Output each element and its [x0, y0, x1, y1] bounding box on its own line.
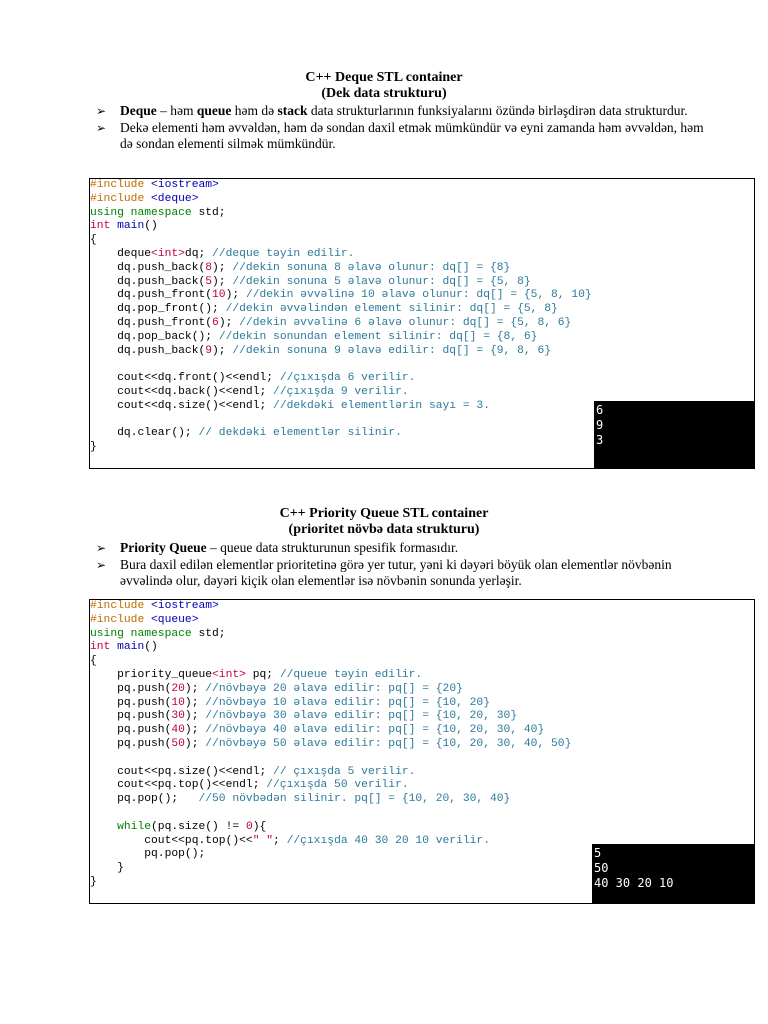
- code-token: dq.push_back(: [90, 344, 206, 357]
- code-line: [90, 400, 592, 414]
- code-token: <iostream>: [151, 179, 219, 191]
- bullet-text: həm də: [231, 103, 278, 118]
- code-token: 0: [245, 820, 253, 833]
- code-token: {: [90, 655, 97, 668]
- section1-code-box: [89, 178, 755, 469]
- code-token: 5: [205, 275, 213, 288]
- section2-code: [90, 600, 571, 890]
- code-token: //dekin sonundan element silinir: dq[] = {8, 6}: [218, 330, 538, 343]
- bullet-text: Bura daxil edilən elementlər prioritetinə görə yer tutur, yəni ki dəyəri böyük olan elementlər növbənin əvvəlində olur, dəyəri kiçik olan elementlər isə növbənin sonunda yerləşir.: [120, 556, 672, 588]
- code-line: [90, 303, 592, 317]
- section1-title: C++ Deque STL container: [305, 70, 463, 85]
- bullet-text: – queue data strukturunun spesifik formasıdır.: [206, 540, 459, 555]
- bullet-text: Deque: [120, 103, 157, 118]
- section1-console-output: [594, 401, 754, 468]
- code-token: main: [117, 641, 145, 654]
- code-token: ;: [273, 834, 287, 847]
- code-token: //deque təyin edilir.: [212, 247, 355, 260]
- code-token: dq.push_back(: [90, 275, 206, 288]
- code-token: // çıxışda 5 verilir.: [273, 765, 416, 778]
- code-line: [90, 683, 571, 697]
- console-line: 6: [596, 403, 604, 417]
- code-token: //dekin əvvəlindən element silinir: dq[] = {5, 8}: [225, 303, 558, 316]
- code-line: [90, 372, 592, 386]
- code-token: cout<<pq.size()<<endl;: [90, 765, 274, 778]
- code-line: [90, 207, 592, 221]
- bullet-text: Priority Queue: [120, 540, 207, 555]
- console-line: 3: [596, 432, 604, 447]
- code-token: int: [90, 220, 118, 233]
- code-token: );: [184, 682, 206, 695]
- code-line: [90, 179, 592, 193]
- code-token: pq.push(: [90, 682, 172, 695]
- bullet-text: queue: [196, 103, 232, 118]
- bullet-text: – həm: [156, 103, 197, 118]
- code-token: #include: [90, 600, 152, 612]
- code-token: cout<<pq.top()<<: [90, 834, 253, 847]
- code-token: // dekdəki elementlər silinir.: [198, 427, 402, 440]
- code-line: [90, 386, 592, 400]
- code-token: main: [117, 220, 145, 233]
- code-line: [90, 414, 592, 428]
- code-token: 40: [171, 724, 185, 737]
- code-token: pq.push(: [90, 737, 172, 750]
- code-token: ){: [252, 820, 267, 833]
- code-token: dq.push_front(: [90, 289, 213, 302]
- section1-bullets: [96, 103, 706, 153]
- code-token: <iostream>: [151, 600, 219, 612]
- code-line: [90, 738, 571, 752]
- code-token: 6: [212, 316, 219, 329]
- code-token: //çıxışda 40 30 20 10 verilir.: [286, 834, 490, 847]
- code-token: dq;: [184, 247, 213, 260]
- code-token: <deque>: [151, 192, 199, 205]
- code-token: using namespace: [90, 206, 199, 219]
- code-line: [90, 710, 571, 724]
- code-token: pq.push(: [90, 696, 172, 709]
- code-token: );: [184, 737, 206, 750]
- code-token: 10: [212, 289, 226, 302]
- console-line: 5: [594, 846, 602, 860]
- code-token: cout<<dq.front()<<endl;: [90, 372, 280, 385]
- code-token: //növbəyə 20 əlavə edilir: pq[] = {20}: [205, 682, 463, 695]
- bullet-text: Dekə elementi həm əvvəldən, həm də sondan daxil etmək mümkündür və eyni zamanda həm əvvəldən, həm də sondan elementi silmək mümkündür.: [120, 119, 704, 151]
- code-token: //queue təyin edilir.: [279, 668, 423, 681]
- bullet-text: data strukturlarının funksiyalarını özündə birləşdirən data strukturdur.: [307, 103, 688, 118]
- code-token: #include: [90, 613, 152, 626]
- code-token: {: [90, 234, 97, 247]
- code-line: [90, 427, 592, 441]
- code-token: #include: [90, 179, 152, 191]
- code-token: (): [144, 220, 158, 233]
- code-line: [90, 862, 571, 876]
- section2-subtitle: (prioritet növbə data strukturu): [288, 522, 480, 537]
- section2-console-output: [592, 844, 754, 903]
- code-token: //dekin sonuna 8 əlavə olunur: dq[] = {8}: [232, 261, 511, 274]
- code-line: [90, 234, 592, 248]
- code-line: [90, 724, 571, 738]
- arrow-bullet-icon: ➢: [96, 557, 107, 572]
- code-token: 8: [205, 261, 213, 274]
- code-token: );: [212, 344, 233, 357]
- code-token: pq;: [245, 668, 280, 681]
- code-line: [90, 358, 592, 372]
- code-token: );: [184, 710, 206, 723]
- section2-title: C++ Priority Queue STL container: [279, 506, 489, 521]
- code-line: [90, 821, 571, 835]
- code-line: [90, 614, 571, 628]
- code-token: int: [90, 641, 118, 654]
- code-token: dq.clear();: [90, 427, 199, 440]
- code-token: 30: [171, 710, 185, 723]
- code-line: [90, 331, 592, 345]
- code-line: [90, 848, 571, 862]
- code-token: //növbəyə 50 əlavə edilir: pq[] = {10, 20, 30, 40, 50}: [205, 737, 572, 750]
- code-line: [90, 220, 592, 234]
- console-line: 50: [594, 860, 609, 875]
- code-line: [90, 807, 571, 821]
- code-token: //dekdəki elementlərin sayı = 3.: [273, 399, 490, 412]
- section2-bullets: [96, 540, 706, 590]
- bullet-item: [96, 557, 706, 590]
- code-token: //çıxışda 9 verilir.: [273, 385, 409, 398]
- code-token: //dekin sonuna 5 əlavə olunur: dq[] = {5, 8}: [232, 275, 531, 288]
- code-token: cout<<pq.top()<<endl;: [90, 779, 267, 792]
- code-line: [90, 262, 592, 276]
- bullet-text: stack: [277, 103, 308, 118]
- code-line: [90, 697, 571, 711]
- code-line: [90, 441, 592, 455]
- code-line: [90, 628, 571, 642]
- code-token: dq.pop_back();: [90, 330, 219, 343]
- code-token: }: [90, 875, 97, 888]
- arrow-bullet-icon: ➢: [96, 120, 107, 135]
- code-line: [90, 766, 571, 780]
- code-token: deque: [90, 247, 152, 260]
- code-token: //dekin sonuna 9 əlavə edilir: dq[] = {9, 8, 6}: [232, 344, 551, 357]
- code-token: );: [225, 289, 246, 302]
- section1-code: [90, 179, 592, 455]
- bullet-item: [96, 103, 706, 120]
- code-line: [90, 655, 571, 669]
- code-line: [90, 345, 592, 359]
- section1-subtitle: (Dek data strukturu): [321, 86, 447, 101]
- code-line: [90, 641, 571, 655]
- code-token: pq.push(: [90, 710, 172, 723]
- code-token: );: [212, 261, 233, 274]
- console-line: 9: [596, 417, 604, 432]
- code-line: [90, 193, 592, 207]
- code-line: [90, 276, 592, 290]
- code-token: dq.pop_front();: [90, 303, 226, 316]
- code-token: //növbəyə 10 əlavə edilir: pq[] = {10, 20}: [205, 696, 490, 709]
- code-line: [90, 835, 571, 849]
- code-token: " ": [252, 834, 274, 847]
- code-token: cout<<dq.back()<<endl;: [90, 385, 274, 398]
- code-token: dq.push_front(: [90, 316, 213, 329]
- code-token: using namespace: [90, 627, 199, 640]
- code-token: cout<<dq.size()<<endl;: [90, 399, 274, 412]
- code-token: priority_queue: [90, 668, 213, 681]
- code-token: 9: [205, 344, 213, 357]
- code-token: <int>: [151, 247, 185, 260]
- code-token: //növbəyə 40 əlavə edilir: pq[] = {10, 20, 30, 40}: [205, 724, 545, 737]
- code-token: );: [184, 724, 206, 737]
- code-token: dq.push_back(: [90, 261, 206, 274]
- arrow-bullet-icon: ➢: [96, 104, 107, 118]
- code-line: [90, 779, 571, 793]
- code-token: );: [184, 696, 206, 709]
- code-token: #include: [90, 192, 152, 205]
- code-token: //çıxışda 50 verilir.: [266, 779, 409, 792]
- code-line: [90, 669, 571, 683]
- code-line: [90, 289, 592, 303]
- code-token: );: [212, 275, 233, 288]
- code-token: std;: [198, 627, 226, 640]
- code-token: while: [117, 820, 152, 833]
- bullet-item: [96, 120, 706, 153]
- code-token: 20: [171, 682, 185, 695]
- code-token: //dekin əvvəlinə 10 əlavə olunur: dq[] = {5, 8, 10}: [245, 289, 592, 302]
- code-token: (): [144, 641, 158, 654]
- code-token: std;: [198, 206, 226, 219]
- code-token: [90, 821, 117, 833]
- console-line: 40 30 20 10: [594, 875, 674, 890]
- code-line: [90, 248, 592, 262]
- code-token: //50 növbədən silinir. pq[] = {10, 20, 30, 40}: [198, 793, 511, 806]
- bullet-item: [96, 540, 706, 557]
- code-token: );: [218, 316, 240, 329]
- section2-code-box: [89, 599, 755, 904]
- arrow-bullet-icon: ➢: [96, 541, 107, 555]
- code-line: [90, 752, 571, 766]
- code-line: [90, 317, 592, 331]
- code-token: }: [90, 862, 124, 875]
- code-line: [90, 793, 571, 807]
- code-token: pq.push(: [90, 724, 172, 737]
- code-token: }: [90, 441, 97, 454]
- code-token: pq.pop();: [90, 848, 206, 861]
- code-token: <int>: [212, 668, 246, 681]
- code-token: //çıxışda 6 verilir.: [279, 372, 416, 385]
- code-token: //dekin əvvəlinə 6 əlavə olunur: dq[] = {5, 8, 6}: [239, 316, 572, 329]
- code-token: (pq.size() !=: [151, 820, 246, 833]
- code-token: 10: [171, 696, 185, 709]
- code-line: [90, 600, 571, 614]
- code-line: [90, 876, 571, 890]
- code-token: //növbəyə 30 əlavə edilir: pq[] = {10, 20, 30}: [205, 710, 518, 723]
- code-token: <queue>: [151, 613, 199, 626]
- code-token: 50: [171, 737, 185, 750]
- code-token: pq.pop();: [90, 793, 199, 806]
